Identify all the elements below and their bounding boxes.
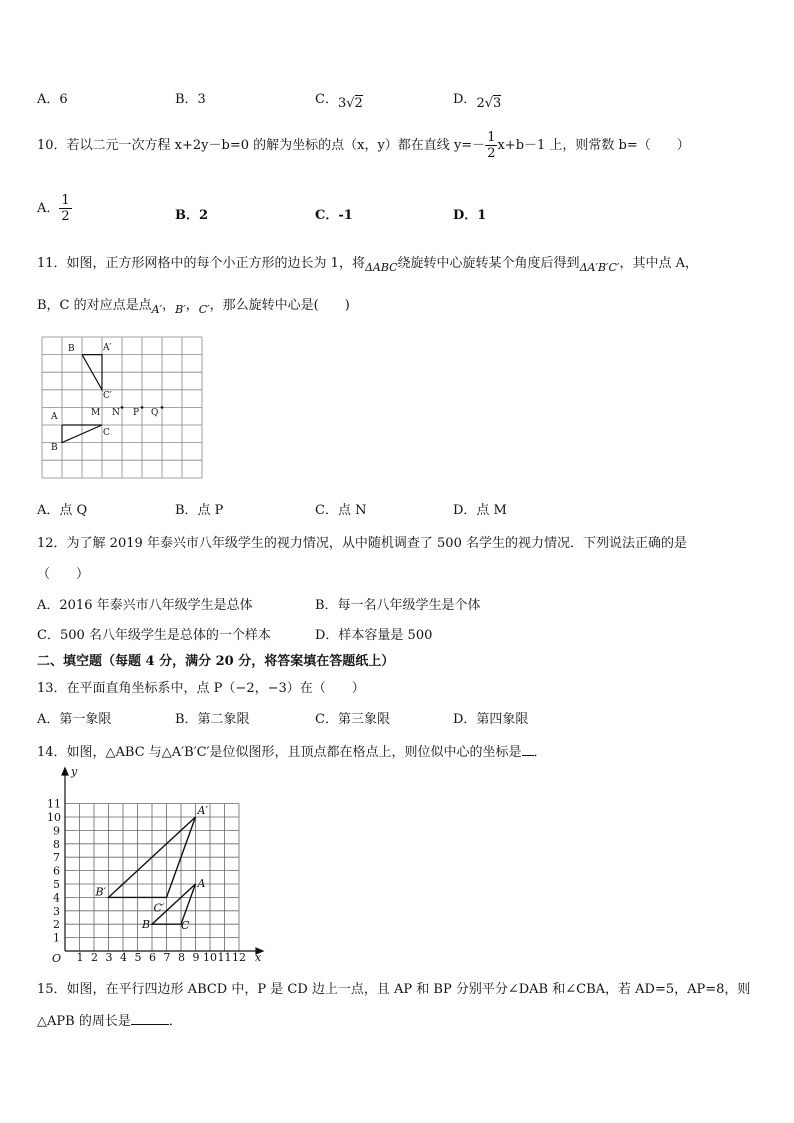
label-b1: B: [68, 344, 75, 354]
y-axis-arrow: [62, 768, 68, 775]
y-tick-label: 9: [53, 824, 60, 838]
point-q: [161, 406, 164, 409]
x-tick-label: 9: [192, 951, 200, 964]
question-12-paren: （ ）: [37, 567, 90, 582]
q13-option-a: A．第一象限: [37, 712, 112, 727]
y-tick-label: 3: [53, 904, 60, 918]
q12-option-c: C．500 名八年级学生是总体的一个样本: [37, 628, 271, 643]
question-11-line1: 11．如图，正方形网格中的每个小正方形的边长为 1，将$_{\Delta ABC}$绕旋转中心旋转某个角度后得到$_{\Delta A'B'C'}$，其中点 A，: [37, 256, 698, 274]
label-c1: C′: [153, 901, 165, 915]
label-b: B: [51, 443, 58, 453]
x-tick-label: 12: [232, 951, 246, 964]
q11-option-d: D．点 M: [453, 503, 507, 518]
q13-option-c: C．第三象限: [315, 712, 390, 727]
label-a1: A′: [197, 804, 208, 817]
label-c1: C′: [103, 391, 112, 401]
answer-blank-15: [131, 1024, 169, 1025]
q9-option-c: C．3√2: [315, 92, 363, 111]
q9-option-a: A．6: [37, 92, 68, 107]
label-m: M: [91, 408, 101, 418]
x-tick-label: 4: [120, 951, 127, 964]
x-tick-label: 5: [134, 951, 142, 964]
y-tick-label: 11: [47, 797, 61, 811]
label-a: A: [197, 877, 206, 890]
section-2-heading: 二、填空题（每题 4 分，满分 20 分，将答案填在答题纸上）: [37, 654, 395, 669]
x-tick-label: 7: [163, 951, 171, 964]
x-tick-label: 8: [178, 951, 185, 964]
q12-option-b: B．每一名八年级学生是个体: [315, 598, 481, 613]
q11-option-c: C．点 N: [315, 503, 367, 518]
label-a: A: [51, 412, 58, 422]
label-q: Q: [151, 408, 159, 418]
fraction-half: $\frac{1}{2}$: [487, 130, 496, 161]
label-n: N: [112, 408, 120, 418]
x-tick-label: 2: [91, 951, 98, 964]
q9-option-d: D．2√3: [453, 92, 502, 111]
y-tick-label: 2: [53, 918, 60, 932]
label-p: P: [133, 408, 140, 418]
q10-option-a: A． $\frac{1}{2}$: [37, 193, 70, 224]
answer-blank-14: [522, 755, 534, 756]
label-b: B: [142, 918, 151, 932]
q10-option-c: C．-1: [315, 208, 353, 223]
label-c: C: [181, 919, 190, 933]
label-c: C: [103, 428, 110, 438]
origin-label: O: [52, 952, 62, 964]
q12-option-d: D．样本容量是 500: [315, 628, 433, 643]
y-tick-label: 6: [53, 864, 60, 878]
x-tick-label: 11: [217, 951, 232, 964]
question-12-stem: 12．为了解 2019 年泰兴市八年级学生的视力情况，从中随机调查了 500 名学生的视力情况．下列说法正确的是: [37, 536, 687, 551]
question-14-stem: 14．如图，△ABC 与△A′B′C′是位似图形，且顶点都在格点上，则位似中心的坐标是 ．: [37, 745, 547, 760]
point-p: [141, 406, 144, 409]
x-tick-label: 3: [105, 951, 113, 964]
y-tick-label: 1: [53, 931, 60, 945]
y-tick-label: 8: [53, 837, 60, 851]
x-tick-label: 1: [76, 951, 84, 964]
q14-coordinate-figure: [37, 764, 267, 964]
q11-grid-figure: [40, 335, 204, 480]
y-tick-label: 7: [53, 851, 60, 865]
question-15-line1: 15．如图，在平行四边形 ABCD 中，P 是 CD 边上一点，且 AP 和 BP 分别平分∠DAB 和∠CBA，若 AD=5，AP=8，则: [37, 982, 751, 997]
question-15-line2: △APB 的周长是 ．: [37, 1014, 182, 1029]
axis-label-y: y: [71, 765, 78, 778]
y-tick-label: 4: [53, 891, 60, 905]
q10-option-d: D．1: [453, 208, 487, 223]
x-tick-label: 10: [203, 951, 217, 964]
y-tick-label: 10: [47, 811, 61, 824]
q10-option-b: B．2: [175, 208, 209, 223]
q11-option-a: A．点 Q: [37, 503, 88, 518]
q11-option-b: B．点 P: [175, 503, 224, 518]
label-b1: B′: [95, 885, 107, 899]
axis-label-x: x: [255, 951, 262, 964]
question-10-stem: 10．若以二元一次方程 x+2y－b=0 的解为坐标的点（x，y）都在直线 y=－ $\frac{1}{2}$ x+b－1 上，则常数 b=（ ）: [37, 130, 690, 161]
q12-option-a: A．2016 年泰兴市八年级学生是总体: [37, 598, 253, 613]
q13-option-b: B．第二象限: [175, 712, 250, 727]
x-tick-label: 6: [149, 951, 156, 964]
question-11-line2: B，C 的对应点是点$_{A'}$，$_{B'}$，$_{C'}$，那么旋转中心是( ): [37, 298, 350, 316]
question-13-stem: 13．在平面直角坐标系中，点 P（−2，−3）在（ ）: [37, 681, 365, 696]
label-a1: A′: [103, 343, 112, 353]
q9-option-b: B．3: [175, 92, 206, 107]
y-tick-label: 5: [53, 878, 60, 891]
point-n: [121, 406, 124, 409]
q13-option-d: D．第四象限: [453, 712, 529, 727]
